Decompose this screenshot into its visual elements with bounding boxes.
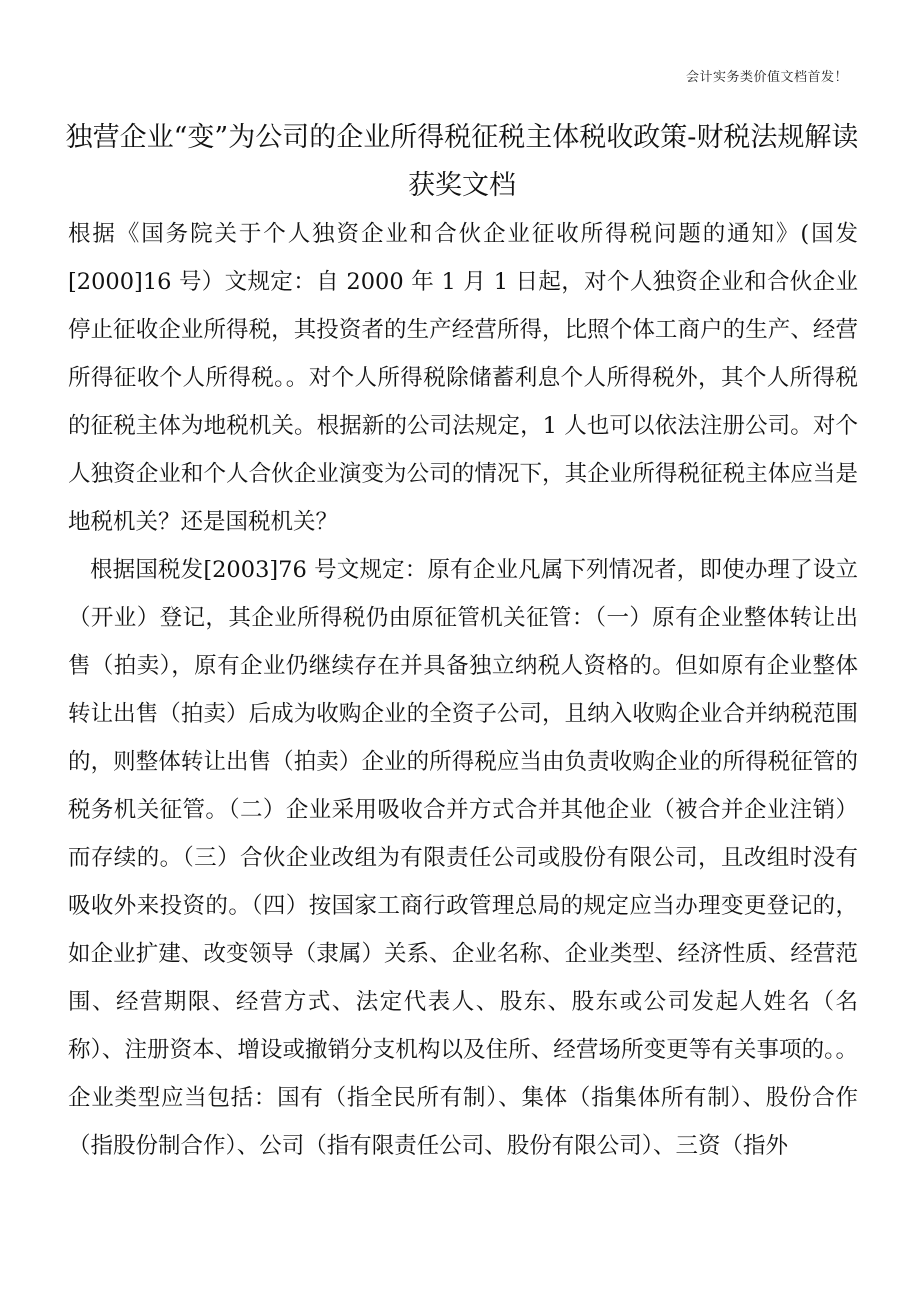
document-title: 独营企业“变”为公司的企业所得税征税主体税收政策-财税法规解读获奖文档	[65, 122, 859, 201]
paragraph-1: 根据《国务院关于个人独资企业和合伙企业征收所得税问题的通知》(国发[2000]16 号）文规定：自 2000 年 1 月 1 日起，对个人独资企业和合伙企业停止征收企业所得税，其投资者的生产经营所得，比照个体工商户的生产、经营所得征收个人所得税。。对个人所得税除储蓄利息个人所得税外，其个人所得税的征税主体为地税机关。根据新的公司法规定，1 人也可以依法注册公司。对个人独资企业和个人合伙企业演变为公司的情况下，其企业所得税征税主体应当是地税机关？还是国税机关？	[68, 221, 858, 535]
document-body	[68, 210, 858, 1170]
paragraph-2: 根据国税发[2003]76 号文规定：原有企业凡属下列情况者，即使办理了设立（开业）登记，其企业所得税仍由原征管机关征管：（一）原有企业整体转让出售（拍卖），原有企业仍继续存在并具备独立纳税人资格的。但如原有企业整体转让出售（拍卖）后成为收购企业的全资子公司，且纳入收购企业合并纳税范围的，则整体转让出售（拍卖）企业的所得税应当由负责收购企业的所得税征管的税务机关征管。（二）企业采用吸收合并方式合并其他企业（被合并企业注销）而存续的。（三）合伙企业改组为有限责任公司或股份有限公司，且改组时没有吸收外来投资的。（四）按国家工商行政管理总局的规定应当办理变更登记的，如企业扩建、改变领导（隶属）关系、企业名称、企业类型、经济性质、经营范围、经营期限、经营方式、法定代表人、股东、股东或公司发起人姓名（名称）、注册资本、增设或撤销分支机构以及住所、经营场所变更等有关事项的。。企业类型应当包括：国有（指全民所有制）、集体（指集体所有制）、股份合作（指股份制合作）、公司（指有限责任公司、股份有限公司）、三资（指外	[68, 557, 858, 1159]
header-note: 会计实务类价值文档首发！	[685, 70, 848, 85]
